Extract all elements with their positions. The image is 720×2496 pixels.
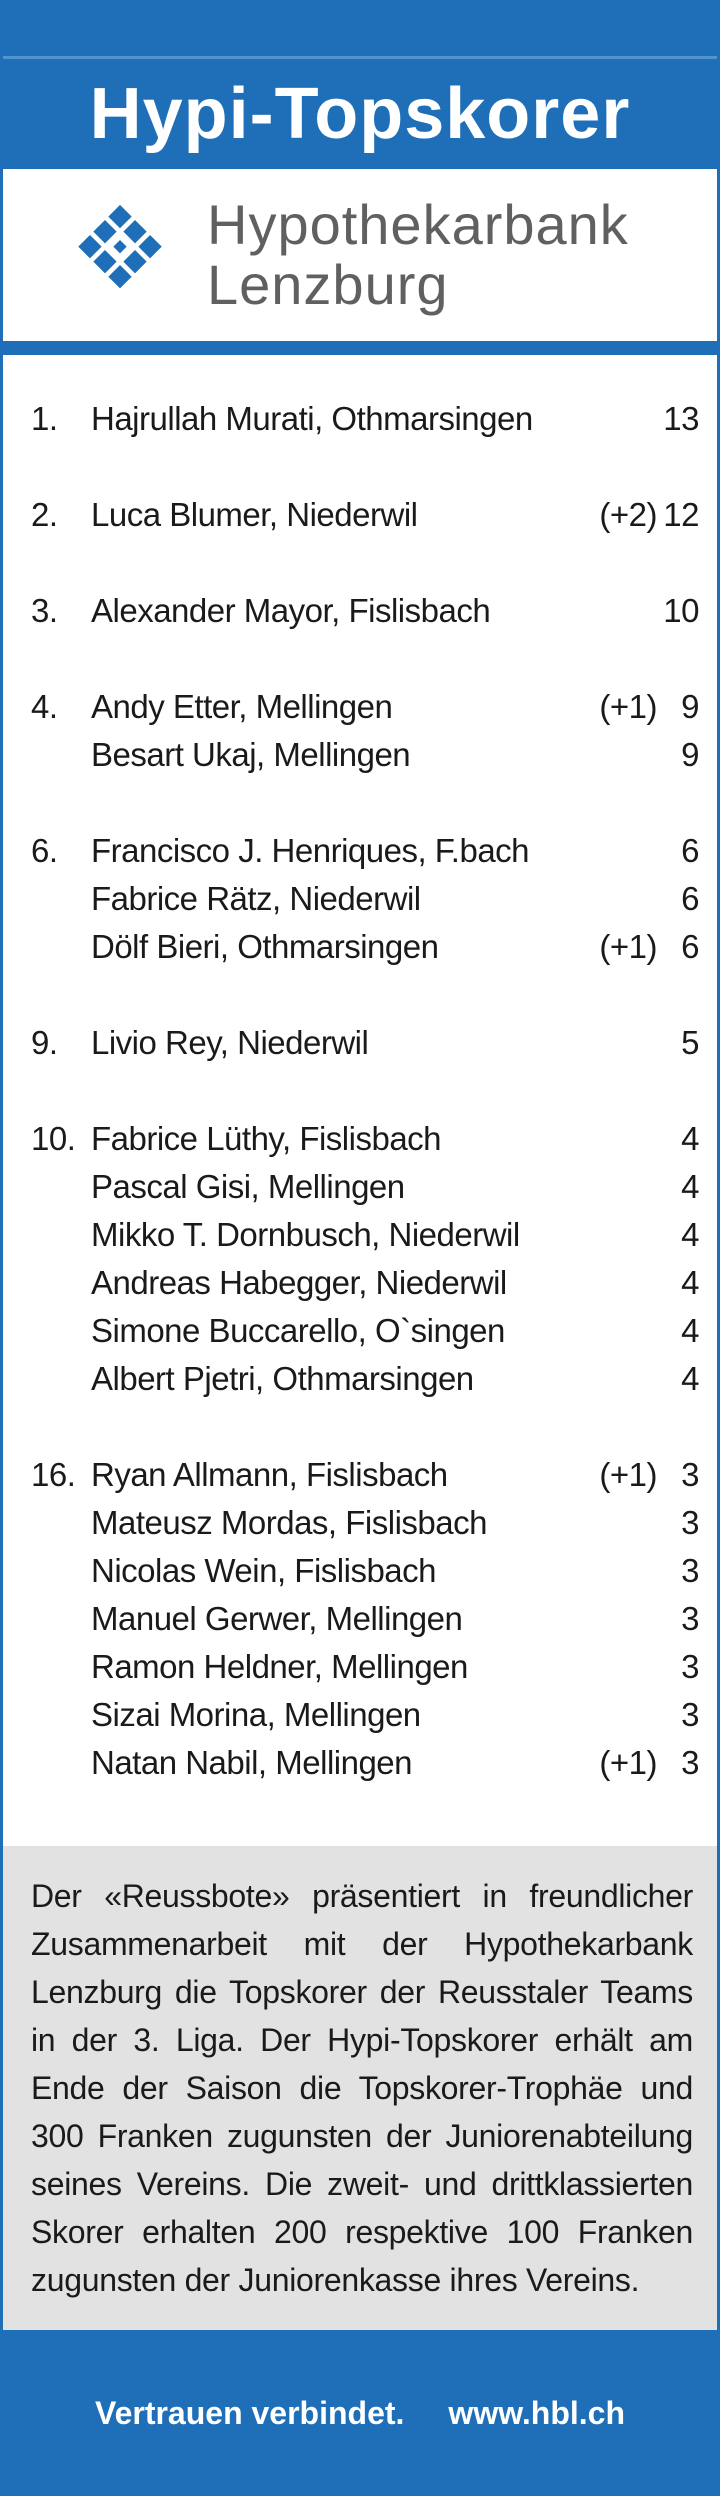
rank-group	[31, 1019, 699, 1067]
footer-bar	[3, 2330, 717, 2496]
scorer-row	[31, 1691, 699, 1739]
player-name: Natan Nabil, Mellingen	[91, 1744, 413, 1781]
logo-line-1: Hypothekarbank	[207, 193, 629, 256]
scorer-row	[31, 875, 699, 923]
goal-count: 6	[681, 928, 699, 965]
footer-slogan: Vertrauen verbindet.	[94, 2394, 405, 2431]
info-text: Der «Reussbote» präsentiert in freundlicher Zusammenarbeit mit der Hypothekarbank Lenzburg die Topskorer der Reusstaler Teams in der 3. Liga. Der Hypi-Topskorer erhält am Ende der Saison die Topskorer-Trophäe und 300 Franken zugunsten der Juniorenabteilung seines Vereins. Die zweit- und drittklassierten Skorer erhalten 200 respektive 100 Franken zugunsten der Juniorenkasse ihres Vereins.	[31, 1878, 693, 2298]
player-name: Fabrice Lüthy, Fislisbach	[91, 1120, 442, 1157]
player-name: Andy Etter, Mellingen	[91, 688, 393, 725]
rank: 16.	[31, 1456, 76, 1493]
scorer-row	[31, 1163, 699, 1211]
player-name: Sizai Morina, Mellingen	[91, 1696, 421, 1733]
scorer-row	[31, 1595, 699, 1643]
scorer-row	[31, 1355, 699, 1403]
scorer-row	[31, 1499, 699, 1547]
rank-group	[31, 1115, 699, 1403]
player-name: Besart Ukaj, Mellingen	[91, 736, 411, 773]
scorer-row	[31, 1643, 699, 1691]
goal-change: (+1)	[599, 928, 657, 965]
goal-count: 4	[681, 1264, 699, 1301]
scorer-row	[31, 1019, 699, 1067]
player-name: Pascal Gisi, Mellingen	[91, 1168, 405, 1205]
goal-count: 3	[681, 1504, 699, 1541]
scorer-row	[31, 683, 699, 731]
goal-count: 3	[681, 1648, 699, 1685]
player-name: Simone Buccarello, O`singen	[91, 1312, 505, 1349]
goal-count: 3	[681, 1600, 699, 1637]
player-name: Fabrice Rätz, Niederwil	[91, 880, 421, 917]
scorer-row	[31, 1211, 699, 1259]
rank: 2.	[31, 496, 58, 533]
player-name: Dölf Bieri, Othmarsingen	[91, 928, 439, 965]
rank-group	[31, 827, 699, 971]
player-name: Mateusz Mordas, Fislisbach	[91, 1504, 487, 1541]
goal-count: 6	[681, 880, 699, 917]
player-name: Andreas Habegger, Niederwil	[91, 1264, 507, 1301]
rank: 3.	[31, 592, 58, 629]
goal-count: 5	[681, 1024, 699, 1061]
rank-group	[31, 395, 699, 443]
page-title: Hypi-Topskorer	[89, 74, 631, 154]
top-band	[3, 0, 717, 56]
goal-count: 9	[681, 736, 699, 773]
scorer-row	[31, 827, 699, 875]
footer-url-link[interactable]: www.hbl.ch	[448, 2394, 626, 2431]
goal-count: 4	[681, 1168, 699, 1205]
scorer-list	[3, 355, 717, 1787]
rank-group	[31, 683, 699, 779]
rank: 4.	[31, 688, 58, 725]
scorer-row	[31, 1547, 699, 1595]
goal-count: 3	[681, 1696, 699, 1733]
rank-group	[31, 1451, 699, 1787]
logo-line-2: Lenzburg	[207, 253, 449, 316]
goal-count: 9	[681, 688, 699, 725]
player-name: Manuel Gerwer, Mellingen	[91, 1600, 463, 1637]
goal-change: (+1)	[599, 1744, 657, 1781]
goal-count: 3	[681, 1456, 699, 1493]
rank-group	[31, 587, 699, 635]
rank-group	[31, 491, 699, 539]
hbl-diamond-logo-icon	[61, 196, 179, 314]
scorer-row	[31, 923, 699, 971]
scorer-row	[31, 491, 699, 539]
scorer-row	[31, 731, 699, 779]
goal-count: 3	[681, 1744, 699, 1781]
scorer-row	[31, 1307, 699, 1355]
player-name: Livio Rey, Niederwil	[91, 1024, 369, 1061]
rank: 1.	[31, 400, 58, 437]
goal-count: 12	[663, 496, 699, 533]
scorer-row	[31, 395, 699, 443]
player-name: Albert Pjetri, Othmarsingen	[91, 1360, 474, 1397]
scorer-row	[31, 1739, 699, 1787]
goal-change: (+2)	[599, 496, 657, 533]
rank: 10.	[31, 1120, 76, 1157]
player-name: Nicolas Wein, Fislisbach	[91, 1552, 437, 1589]
info-box	[3, 1846, 717, 2330]
rank: 6.	[31, 832, 58, 869]
blue-divider	[3, 341, 717, 355]
player-name: Francisco J. Henriques, F.bach	[91, 832, 530, 869]
player-name: Ryan Allmann, Fislisbach	[91, 1456, 448, 1493]
goal-count: 4	[681, 1216, 699, 1253]
goal-count: 6	[681, 832, 699, 869]
player-name: Ramon Heldner, Mellingen	[91, 1648, 468, 1685]
player-name: Mikko T. Dornbusch, Niederwil	[91, 1216, 520, 1253]
goal-count: 3	[681, 1552, 699, 1589]
title-bar	[3, 56, 717, 169]
rank: 9.	[31, 1024, 58, 1061]
player-name: Alexander Mayor, Fislisbach	[91, 592, 491, 629]
goal-count: 13	[663, 400, 699, 437]
goal-count: 4	[681, 1360, 699, 1397]
scorer-row	[31, 1451, 699, 1499]
sponsor-logo	[3, 169, 717, 341]
scorer-row	[31, 587, 699, 635]
player-name: Hajrullah Murati, Othmarsingen	[91, 400, 533, 437]
scorer-row	[31, 1115, 699, 1163]
goal-count: 4	[681, 1120, 699, 1157]
goal-change: (+1)	[599, 1456, 657, 1493]
goal-count: 10	[663, 592, 699, 629]
logo-wordmark	[207, 195, 629, 315]
player-name: Luca Blumer, Niederwil	[91, 496, 418, 533]
scorer-row	[31, 1259, 699, 1307]
goal-count: 4	[681, 1312, 699, 1349]
goal-change: (+1)	[599, 688, 657, 725]
